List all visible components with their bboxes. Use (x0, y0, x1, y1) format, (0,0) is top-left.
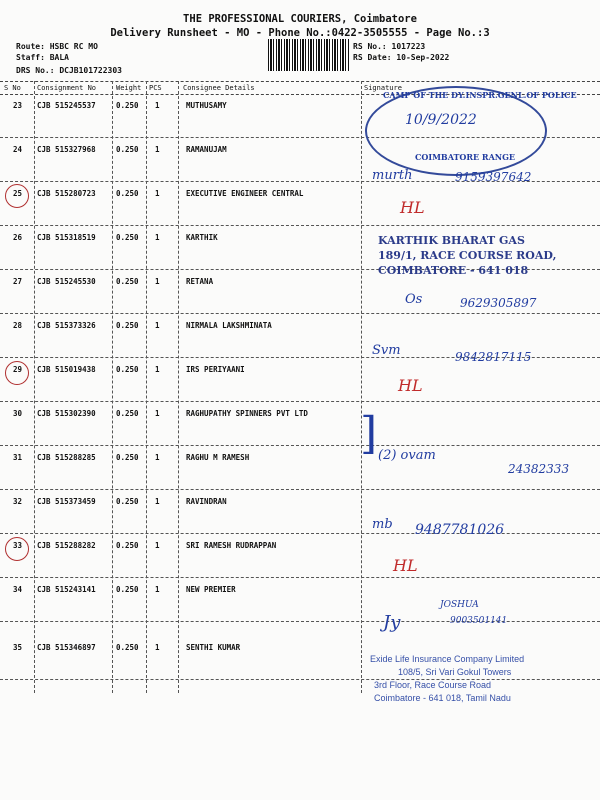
handwritten-phone: 9487781026 (415, 522, 505, 538)
handwritten-phone: 9842817115 (455, 350, 532, 364)
row-consignment: CJB 515346897 (37, 643, 96, 652)
handwritten-signature: mb (372, 517, 393, 532)
row-consignment: CJB 515245530 (37, 277, 96, 286)
row-consignee: RETANA (186, 277, 214, 286)
row-pcs: 1 (155, 453, 160, 462)
row-sno: 33 (13, 541, 23, 550)
col-consignee: Consignee Details (183, 84, 255, 92)
row-sno: 35 (13, 643, 23, 652)
row-consignee: RAVINDRAN (186, 497, 227, 506)
row-consignee: RAGHUPATHY SPINNERS PVT LTD (186, 409, 308, 418)
row-pcs: 1 (155, 233, 160, 242)
row-consignee: EXECUTIVE ENGINEER CENTRAL (186, 189, 304, 198)
handwritten-signature: Jy (383, 612, 401, 633)
row-pcs: 1 (155, 277, 160, 286)
row-consignment: CJB 515288282 (37, 541, 96, 550)
row-pcs: 1 (155, 145, 160, 154)
row-consignment: CJB 515280723 (37, 189, 96, 198)
row-pcs: 1 (155, 643, 160, 652)
handwritten-phone: 9159397642 (455, 170, 532, 184)
row-sno: 29 (13, 365, 23, 374)
row-sno: 28 (13, 321, 23, 330)
drs-number: DRS No.: DCJB101722303 (16, 66, 122, 75)
row-consignee: NEW PREMIER (186, 585, 236, 594)
row-weight: 0.250 (116, 409, 139, 418)
row-consignment: CJB 515245537 (37, 101, 96, 110)
police-stamp-text: CAMP OF THE DY.INSPR.GENL.OF POLICE (383, 90, 577, 100)
row-weight: 0.250 (116, 321, 139, 330)
row-weight: 0.250 (116, 453, 139, 462)
handwritten-signature: Svm (372, 343, 401, 358)
row-sno: 32 (13, 497, 23, 506)
handwritten-signature: Os (405, 292, 423, 307)
red-signature: HL (398, 376, 423, 395)
row-sno: 27 (13, 277, 23, 286)
col-pcs: PCS (149, 84, 162, 92)
table-row (0, 533, 600, 578)
red-circle-mark (5, 361, 29, 385)
row-pcs: 1 (155, 321, 160, 330)
route-label: Route: HSBC RC MO (16, 42, 98, 51)
row-consignee: RAGHU M RAMESH (186, 453, 250, 462)
row-weight: 0.250 (116, 277, 139, 286)
row-consignee: RAMANUJAM (186, 145, 227, 154)
stamp-line: Exide Life Insurance Company Limited (370, 654, 525, 664)
stamp-line: 108/5, Sri Vari Gokul Towers (398, 667, 512, 677)
row-weight: 0.250 (116, 233, 139, 242)
row-sno: 23 (13, 101, 23, 110)
handwritten-signature: (2) ovam (378, 448, 436, 463)
handwritten-phone: 9629305897 (460, 296, 537, 310)
row-consignment: CJB 515327968 (37, 145, 96, 154)
row-sno: 26 (13, 233, 23, 242)
row-weight: 0.250 (116, 585, 139, 594)
row-weight: 0.250 (116, 145, 139, 154)
row-consignee: IRS PERIYAANI (186, 365, 245, 374)
table-row (0, 401, 600, 446)
rs-date: RS Date: 10-Sep-2022 (353, 53, 450, 62)
red-signature: HL (400, 198, 425, 217)
row-sno: 24 (13, 145, 23, 154)
row-consignment: CJB 515373459 (37, 497, 96, 506)
col-sno: S No (4, 84, 21, 92)
row-consignment: CJB 515318519 (37, 233, 96, 242)
handwritten-bracket: ] (360, 408, 378, 459)
row-consignment: CJB 515288285 (37, 453, 96, 462)
row-consignee: NIRMALA LAKSHMINATA (186, 321, 272, 330)
exide-life-stamp (370, 653, 524, 705)
handwritten-name: JOSHUA (440, 600, 479, 610)
stamp-line: 189/1, RACE COURSE ROAD, (378, 249, 557, 262)
row-pcs: 1 (155, 541, 160, 550)
runsheet-subtitle: Delivery Runsheet - MO - Phone No.:0422-3505555 - Page No.:3 (110, 27, 490, 39)
staff-label: Staff: BALA (16, 53, 69, 62)
red-circle-mark (5, 184, 29, 208)
row-weight: 0.250 (116, 189, 139, 198)
row-pcs: 1 (155, 365, 160, 374)
row-consignment: CJB 515373326 (37, 321, 96, 330)
row-weight: 0.250 (116, 497, 139, 506)
handwritten-phone: 9003501141 (450, 616, 508, 626)
stamp-line: KARTHIK BHARAT GAS (378, 234, 525, 247)
row-consignment: CJB 515302390 (37, 409, 96, 418)
row-pcs: 1 (155, 585, 160, 594)
row-consignee: KARTHIK (186, 233, 218, 242)
row-weight: 0.250 (116, 101, 139, 110)
row-sno: 34 (13, 585, 23, 594)
row-weight: 0.250 (116, 365, 139, 374)
row-pcs: 1 (155, 101, 160, 110)
runsheet-title: THE PROFESSIONAL COURIERS, Coimbatore (183, 13, 417, 25)
stamp-line: Coimbatore - 641 018, Tamil Nadu (374, 693, 511, 703)
row-weight: 0.250 (116, 541, 139, 550)
handwritten-phone: 24382333 (508, 462, 570, 476)
row-pcs: 1 (155, 497, 160, 506)
table-row (0, 489, 600, 534)
row-pcs: 1 (155, 189, 160, 198)
handwritten-date: 10/9/2022 (405, 112, 477, 128)
handwritten-signature: murth (372, 168, 413, 183)
col-weight: Weight (116, 84, 142, 92)
red-signature: HL (393, 556, 418, 575)
row-sno: 31 (13, 453, 23, 462)
barcode (268, 39, 350, 71)
table-row (0, 181, 600, 226)
table-row (0, 577, 600, 622)
row-consignment: CJB 515019438 (37, 365, 96, 374)
row-consignee: MUTHUSAMY (186, 101, 227, 110)
row-sno: 30 (13, 409, 23, 418)
karthik-bharat-gas-stamp (378, 233, 556, 278)
row-weight: 0.250 (116, 643, 139, 652)
col-consignment: Consignment No (37, 84, 97, 92)
rs-number: RS No.: 1017223 (353, 42, 426, 51)
row-consignment: CJB 515243141 (37, 585, 96, 594)
row-pcs: 1 (155, 409, 160, 418)
col-signature: Signature (364, 84, 402, 92)
red-circle-mark (5, 537, 29, 561)
stamp-line: COIMBATORE - 641 018 (378, 264, 529, 277)
row-consignee: SENTHI KUMAR (186, 643, 241, 652)
stamp-line: 3rd Floor, Race Course Road (374, 680, 492, 690)
row-sno: 25 (13, 189, 23, 198)
police-stamp-text: COIMBATORE RANGE (415, 152, 516, 162)
row-consignee: SRI RAMESH RUDRAPPAN (186, 541, 277, 550)
